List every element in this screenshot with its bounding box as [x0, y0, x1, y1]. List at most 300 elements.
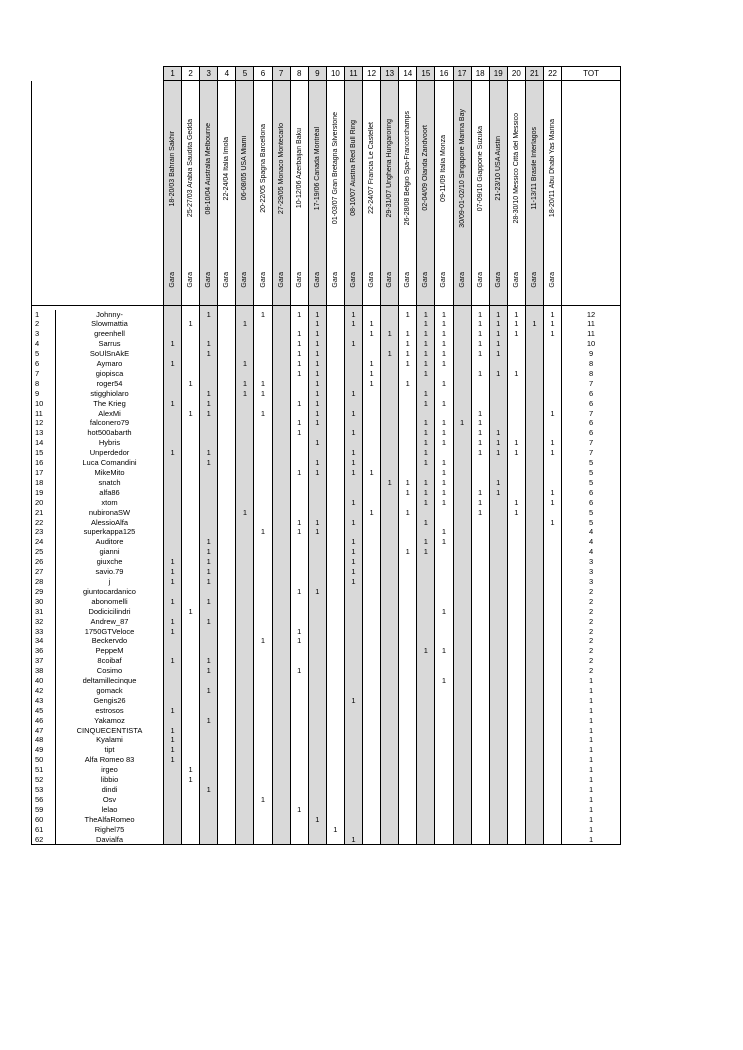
race-point-cell	[381, 527, 399, 537]
player-position: 33	[32, 627, 56, 637]
race-point-cell	[272, 815, 290, 825]
race-point-cell	[471, 567, 489, 577]
race-point-cell	[507, 339, 525, 349]
race-point-cell	[290, 389, 308, 399]
race-point-cell	[272, 676, 290, 686]
race-point-cell	[471, 607, 489, 617]
race-point-cell: 1	[363, 508, 381, 518]
race-point-cell	[363, 666, 381, 676]
race-point-cell	[399, 755, 417, 765]
race-point-cell	[525, 468, 543, 478]
race-point-cell	[543, 656, 561, 666]
race-point-cell	[272, 656, 290, 666]
player-total: 5	[562, 468, 621, 478]
race-point-cell	[200, 805, 218, 815]
race-point-cell: 1	[290, 428, 308, 438]
race-point-cell	[507, 646, 525, 656]
race-point-cell	[507, 805, 525, 815]
race-point-cell	[543, 805, 561, 815]
race-point-cell	[344, 329, 362, 339]
race-point-cell	[543, 399, 561, 409]
race-point-cell	[272, 428, 290, 438]
race-point-cell	[381, 418, 399, 428]
race-number-6: 6	[254, 67, 272, 81]
race-point-cell: 1	[417, 478, 435, 488]
race-point-cell	[344, 825, 362, 835]
race-point-cell: 1	[435, 418, 453, 428]
race-point-cell	[218, 656, 236, 666]
player-position: 59	[32, 805, 56, 815]
race-point-cell	[326, 686, 344, 696]
race-point-cell	[525, 815, 543, 825]
race-point-cell	[344, 735, 362, 745]
player-name: CINQUECENTISTA	[56, 726, 164, 736]
race-point-cell	[164, 646, 182, 656]
race-point-cell	[218, 409, 236, 419]
race-point-cell	[363, 696, 381, 706]
race-point-cell	[399, 636, 417, 646]
player-name: 1750GTVeloce	[56, 627, 164, 637]
race-point-cell: 1	[308, 379, 326, 389]
race-point-cell	[290, 478, 308, 488]
player-name: stigghiolaro	[56, 389, 164, 399]
race-point-cell	[272, 339, 290, 349]
race-point-cell	[254, 369, 272, 379]
race-point-cell	[182, 508, 200, 518]
race-point-cell	[381, 636, 399, 646]
race-point-cell	[525, 547, 543, 557]
race-point-cell	[543, 418, 561, 428]
race-name-cell	[543, 81, 561, 261]
total-blank	[562, 261, 621, 306]
player-total: 6	[562, 389, 621, 399]
race-point-cell	[417, 557, 435, 567]
race-point-cell	[236, 706, 254, 716]
race-point-cell	[218, 438, 236, 448]
race-point-cell	[417, 527, 435, 537]
race-point-cell	[471, 399, 489, 409]
race-point-cell	[290, 696, 308, 706]
table-row	[32, 765, 621, 775]
race-point-cell	[200, 607, 218, 617]
player-name: snatch	[56, 478, 164, 488]
race-point-cell: 1	[326, 825, 344, 835]
race-point-cell	[326, 329, 344, 339]
race-point-cell: 1	[399, 508, 417, 518]
race-point-cell	[254, 587, 272, 597]
race-point-cell	[164, 716, 182, 726]
race-point-cell: 1	[435, 646, 453, 656]
race-name-18: 07-09/10 Giappone Suzuka	[476, 125, 484, 211]
race-point-cell: 1	[200, 349, 218, 359]
player-name: Hybris	[56, 438, 164, 448]
race-point-cell	[525, 418, 543, 428]
player-name: falconero79	[56, 418, 164, 428]
race-point-cell	[290, 735, 308, 745]
race-point-cell	[236, 458, 254, 468]
race-point-cell	[525, 706, 543, 716]
player-total: 7	[562, 409, 621, 419]
race-point-cell	[525, 379, 543, 389]
race-point-cell: 1	[399, 349, 417, 359]
race-point-cell	[363, 587, 381, 597]
race-point-cell	[254, 726, 272, 736]
race-point-cell	[308, 825, 326, 835]
session-label: Gara	[349, 272, 357, 289]
session-cell	[290, 261, 308, 306]
race-point-cell	[417, 805, 435, 815]
race-point-cell: 1	[308, 468, 326, 478]
table-row	[32, 636, 621, 646]
session-label: Gara	[494, 272, 502, 289]
race-point-cell	[543, 428, 561, 438]
session-label: Gara	[386, 272, 394, 289]
race-point-cell	[200, 636, 218, 646]
race-point-cell: 1	[543, 498, 561, 508]
player-position: 9	[32, 389, 56, 399]
race-point-cell	[471, 775, 489, 785]
race-point-cell	[344, 617, 362, 627]
session-cell	[507, 261, 525, 306]
race-point-cell: 1	[435, 329, 453, 339]
race-point-cell	[200, 498, 218, 508]
race-point-cell	[182, 359, 200, 369]
race-point-cell	[182, 547, 200, 557]
race-point-cell	[236, 617, 254, 627]
table-row	[32, 478, 621, 488]
race-point-cell	[308, 716, 326, 726]
race-point-cell	[489, 785, 507, 795]
race-point-cell	[236, 349, 254, 359]
race-point-cell	[164, 329, 182, 339]
race-point-cell: 1	[308, 329, 326, 339]
race-point-cell	[489, 636, 507, 646]
race-point-cell	[308, 735, 326, 745]
race-point-cell	[290, 716, 308, 726]
race-point-cell	[417, 706, 435, 716]
race-point-cell: 1	[507, 438, 525, 448]
table-row	[32, 359, 621, 369]
race-point-cell	[344, 726, 362, 736]
race-point-cell	[272, 835, 290, 845]
race-point-cell	[326, 696, 344, 706]
race-point-cell	[435, 735, 453, 745]
race-point-cell: 1	[363, 379, 381, 389]
race-point-cell	[381, 359, 399, 369]
race-point-cell: 1	[200, 409, 218, 419]
race-point-cell	[381, 379, 399, 389]
race-point-cell	[326, 577, 344, 587]
race-point-cell	[218, 389, 236, 399]
race-point-cell	[381, 835, 399, 845]
race-point-cell	[182, 448, 200, 458]
race-point-cell	[417, 597, 435, 607]
table-row	[32, 775, 621, 785]
table-row	[32, 735, 621, 745]
race-point-cell	[435, 795, 453, 805]
player-position: 60	[32, 815, 56, 825]
race-point-cell	[381, 319, 399, 329]
race-point-cell	[308, 696, 326, 706]
race-point-cell	[290, 686, 308, 696]
race-point-cell: 1	[471, 319, 489, 329]
race-point-cell	[182, 428, 200, 438]
race-point-cell	[471, 557, 489, 567]
race-point-cell	[453, 825, 471, 835]
race-point-cell	[381, 696, 399, 706]
player-name: gianni	[56, 547, 164, 557]
race-name-2: 25-27/03 Arabia Saudita Gedda	[187, 119, 195, 218]
race-point-cell	[236, 478, 254, 488]
race-point-cell	[326, 646, 344, 656]
race-point-cell: 1	[290, 369, 308, 379]
race-point-cell	[435, 547, 453, 557]
race-point-cell	[272, 458, 290, 468]
race-point-cell: 1	[435, 527, 453, 537]
race-point-cell	[254, 577, 272, 587]
race-point-cell	[453, 815, 471, 825]
race-point-cell	[543, 478, 561, 488]
race-point-cell	[326, 478, 344, 488]
race-point-cell	[254, 785, 272, 795]
race-point-cell: 1	[417, 488, 435, 498]
player-position: 29	[32, 587, 56, 597]
race-point-cell	[344, 815, 362, 825]
player-name: estrosos	[56, 706, 164, 716]
race-point-cell	[236, 755, 254, 765]
session-cell	[363, 261, 381, 306]
race-point-cell: 1	[164, 577, 182, 587]
race-name-21: 11-13/11 Brasile Interlagos	[530, 126, 538, 210]
race-point-cell	[254, 547, 272, 557]
race-point-cell	[326, 597, 344, 607]
race-point-cell	[399, 656, 417, 666]
race-point-cell	[453, 795, 471, 805]
race-point-cell	[182, 795, 200, 805]
table-row	[32, 726, 621, 736]
race-point-cell	[344, 795, 362, 805]
player-position: 42	[32, 686, 56, 696]
player-total: 6	[562, 418, 621, 428]
player-position: 32	[32, 617, 56, 627]
race-point-cell	[363, 726, 381, 736]
race-point-cell	[471, 547, 489, 557]
table-row	[32, 310, 621, 320]
race-point-cell	[489, 409, 507, 419]
race-point-cell: 1	[344, 567, 362, 577]
race-point-cell	[453, 577, 471, 587]
race-point-cell	[507, 825, 525, 835]
race-point-cell	[326, 428, 344, 438]
race-point-cell	[435, 666, 453, 676]
race-point-cell	[489, 676, 507, 686]
session-label: Gara	[331, 272, 339, 289]
race-point-cell: 1	[308, 418, 326, 428]
session-label: Gara	[549, 272, 557, 289]
race-point-cell	[200, 835, 218, 845]
race-point-cell: 1	[290, 627, 308, 637]
race-point-cell	[543, 815, 561, 825]
race-point-cell	[164, 815, 182, 825]
race-point-cell	[236, 686, 254, 696]
race-point-cell	[200, 726, 218, 736]
player-total: 1	[562, 815, 621, 825]
race-point-cell	[399, 418, 417, 428]
race-point-cell	[507, 518, 525, 528]
race-point-cell	[308, 636, 326, 646]
player-total: 11	[562, 329, 621, 339]
race-point-cell: 1	[543, 518, 561, 528]
race-point-cell	[507, 617, 525, 627]
player-total: 2	[562, 636, 621, 646]
race-point-cell	[363, 686, 381, 696]
race-point-cell	[218, 597, 236, 607]
player-position: 40	[32, 676, 56, 686]
race-point-cell	[272, 537, 290, 547]
race-point-cell	[236, 696, 254, 706]
table-row	[32, 597, 621, 607]
session-cell	[381, 261, 399, 306]
race-point-cell	[218, 498, 236, 508]
race-point-cell	[218, 468, 236, 478]
race-point-cell	[489, 656, 507, 666]
race-point-cell	[453, 755, 471, 765]
race-point-cell	[417, 607, 435, 617]
race-point-cell: 1	[308, 527, 326, 537]
race-point-cell	[290, 438, 308, 448]
race-point-cell	[417, 815, 435, 825]
race-point-cell	[453, 319, 471, 329]
race-point-cell: 1	[471, 438, 489, 448]
race-point-cell	[344, 706, 362, 716]
race-point-cell	[525, 696, 543, 706]
race-point-cell	[326, 805, 344, 815]
race-point-cell	[218, 369, 236, 379]
race-point-cell	[543, 349, 561, 359]
race-point-cell	[236, 418, 254, 428]
race-point-cell	[453, 775, 471, 785]
race-point-cell: 1	[164, 755, 182, 765]
race-point-cell	[525, 726, 543, 736]
race-point-cell: 1	[200, 577, 218, 587]
race-point-cell	[471, 726, 489, 736]
race-point-cell	[218, 795, 236, 805]
race-name-19: 21-23/10 USA Austin	[494, 135, 502, 201]
race-point-cell	[417, 676, 435, 686]
race-point-cell	[525, 409, 543, 419]
race-point-cell	[543, 676, 561, 686]
race-point-cell	[435, 508, 453, 518]
race-point-cell	[254, 508, 272, 518]
race-point-cell: 1	[417, 547, 435, 557]
race-point-cell	[399, 815, 417, 825]
race-point-cell	[254, 805, 272, 815]
player-name: The Krieg	[56, 399, 164, 409]
race-point-cell: 1	[308, 587, 326, 597]
race-point-cell	[308, 666, 326, 676]
race-point-cell	[218, 627, 236, 637]
player-name: giuntocardanico	[56, 587, 164, 597]
race-point-cell	[363, 617, 381, 627]
race-point-cell	[308, 646, 326, 656]
race-point-cell	[326, 537, 344, 547]
race-point-cell: 1	[200, 537, 218, 547]
race-point-cell	[417, 696, 435, 706]
race-name-1: 18-20/03 Bahrain Sakhir	[169, 130, 177, 206]
player-total: 7	[562, 438, 621, 448]
race-point-cell	[489, 508, 507, 518]
player-position: 47	[32, 726, 56, 736]
race-point-cell	[218, 359, 236, 369]
race-point-cell	[507, 379, 525, 389]
race-point-cell	[272, 646, 290, 656]
race-point-cell	[453, 656, 471, 666]
race-point-cell	[308, 448, 326, 458]
race-point-cell	[272, 557, 290, 567]
race-point-cell	[453, 488, 471, 498]
race-point-cell: 1	[164, 339, 182, 349]
race-point-cell	[200, 319, 218, 329]
race-point-cell	[308, 627, 326, 637]
player-total: 6	[562, 488, 621, 498]
player-position: 24	[32, 537, 56, 547]
player-name: Unperdedor	[56, 448, 164, 458]
race-name-cell	[308, 81, 326, 261]
race-point-cell	[236, 735, 254, 745]
race-point-cell	[290, 488, 308, 498]
race-number-11: 11	[344, 67, 362, 81]
race-point-cell	[525, 498, 543, 508]
race-point-cell	[308, 686, 326, 696]
race-point-cell	[290, 755, 308, 765]
table-row	[32, 488, 621, 498]
race-point-cell	[290, 557, 308, 567]
race-point-cell	[507, 835, 525, 845]
race-point-cell	[399, 567, 417, 577]
race-point-cell	[363, 557, 381, 567]
race-point-cell: 1	[200, 557, 218, 567]
race-point-cell	[543, 835, 561, 845]
race-point-cell	[399, 765, 417, 775]
race-point-cell	[290, 726, 308, 736]
player-name: TheAlfaRomeo	[56, 815, 164, 825]
race-name-16: 09-11/09 Italia Monza	[440, 134, 448, 202]
race-point-cell	[236, 597, 254, 607]
race-point-cell: 1	[182, 319, 200, 329]
race-point-cell	[272, 468, 290, 478]
race-point-cell	[435, 815, 453, 825]
race-point-cell: 1	[200, 399, 218, 409]
race-point-cell: 1	[435, 468, 453, 478]
race-point-cell: 1	[308, 310, 326, 320]
race-point-cell	[254, 488, 272, 498]
race-point-cell	[254, 656, 272, 666]
race-point-cell	[381, 627, 399, 637]
race-point-cell	[308, 428, 326, 438]
race-point-cell	[236, 646, 254, 656]
race-point-cell	[290, 815, 308, 825]
race-point-cell	[218, 557, 236, 567]
race-point-cell: 1	[290, 518, 308, 528]
session-cell	[236, 261, 254, 306]
race-point-cell	[218, 418, 236, 428]
race-point-cell	[164, 498, 182, 508]
race-point-cell: 1	[164, 726, 182, 736]
race-point-cell: 1	[164, 627, 182, 637]
race-point-cell	[399, 835, 417, 845]
race-point-cell	[236, 805, 254, 815]
race-point-cell	[236, 676, 254, 686]
